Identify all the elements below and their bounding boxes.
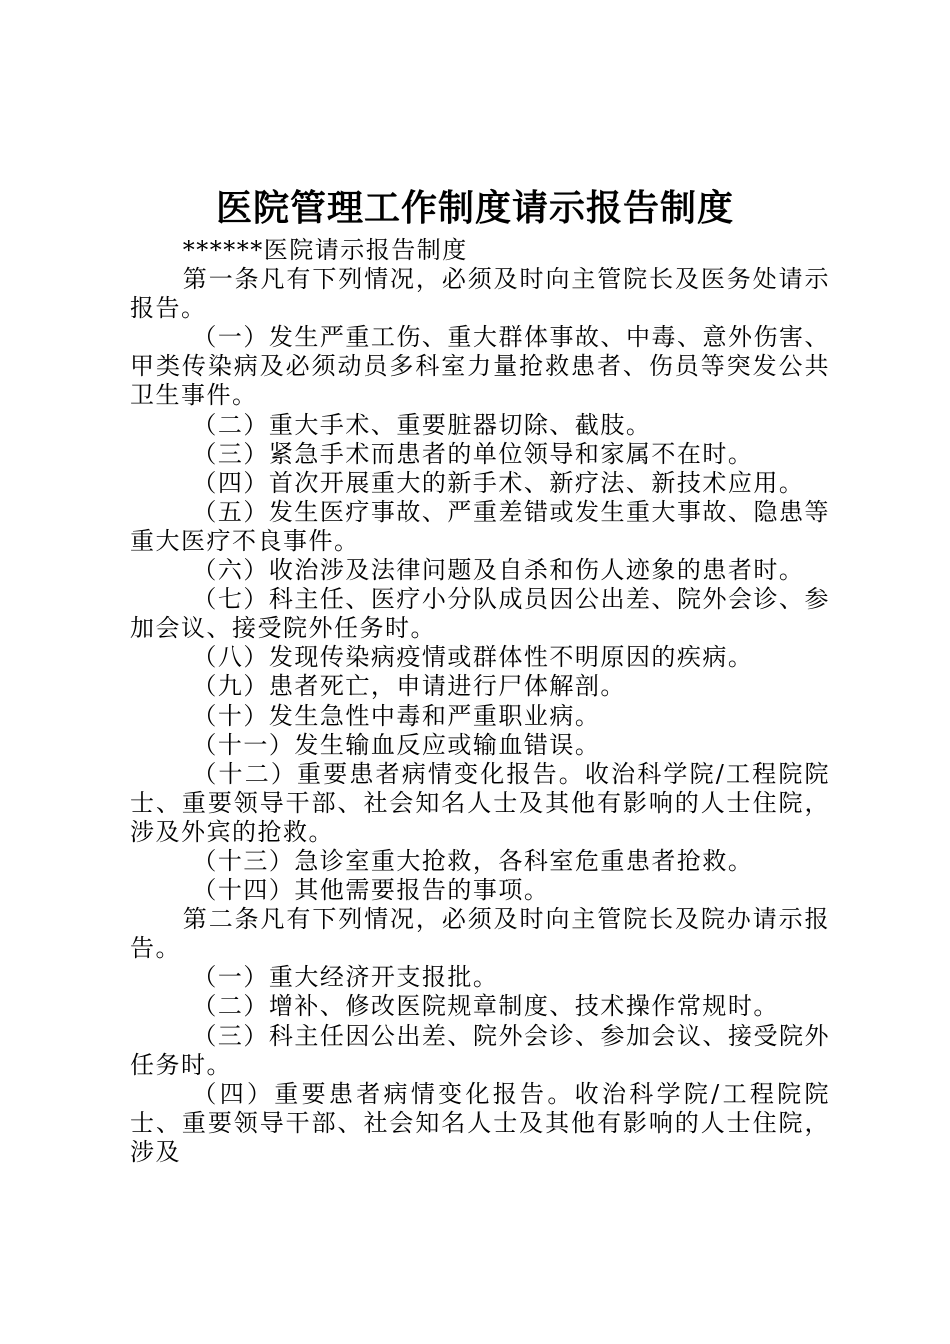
- paragraph: （十一）发生输血反应或输血错误。: [192, 730, 601, 759]
- paragraph: （十三）急诊室重大抢救，各科室危重患者抢救。: [192, 846, 754, 875]
- paragraph: （十）发生急性中毒和严重职业病。: [192, 701, 601, 730]
- paragraph: （十二）重要患者病情变化报告。收治科学院/工程院院士、重要领导干部、社会知名人士及其他有影响的人士住院，涉及外宾的抢救。: [130, 759, 830, 846]
- paragraph: （一）发生严重工伤、重大群体事故、中毒、意外伤害、甲类传染病及必须动员多科室力量抢救患者、伤员等突发公共卫生事件。: [130, 323, 830, 410]
- paragraph: （七）科主任、医疗小分队成员因公出差、院外会诊、参加会议、接受院外任务时。: [130, 585, 830, 643]
- paragraph: （二）增补、修改医院规章制度、技术操作常规时。: [192, 992, 779, 1021]
- paragraph: （三）紧急手术而患者的单位领导和家属不在时。: [192, 439, 754, 468]
- paragraph: （二）重大手术、重要脏器切除、截肢。: [192, 410, 652, 439]
- paragraph: （八）发现传染病疫情或群体性不明原因的疾病。: [192, 643, 754, 672]
- paragraph: （六）收治涉及法律问题及自杀和伤人迹象的患者时。: [192, 556, 805, 585]
- paragraph: （十四）其他需要报告的事项。: [192, 876, 550, 905]
- paragraph: 第二条凡有下列情况，必须及时向主管院长及院办请示报告。: [130, 905, 830, 963]
- document-body: [130, 236, 830, 1167]
- paragraph: （一）重大经济开支报批。: [192, 963, 499, 992]
- paragraph: （五）发生医疗事故、严重差错或发生重大事故、隐患等重大医疗不良事件。: [130, 497, 830, 555]
- paragraph: （四）重要患者病情变化报告。收治科学院/工程院院士、重要领导干部、社会知名人士及其他有影响的人士住院，涉及: [130, 1079, 830, 1166]
- paragraph: ******医院请示报告制度: [182, 236, 468, 264]
- paragraph: （三）科主任因公出差、院外会诊、参加会议、接受院外任务时。: [130, 1021, 830, 1079]
- paragraph: （四）首次开展重大的新手术、新疗法、新技术应用。: [192, 468, 805, 497]
- page-title: 医院管理工作制度请示报告制度: [215, 187, 734, 229]
- paragraph: （九）患者死亡，申请进行尸体解剖。: [192, 672, 626, 701]
- paragraph: 第一条凡有下列情况，必须及时向主管院长及医务处请示报告。: [130, 265, 830, 323]
